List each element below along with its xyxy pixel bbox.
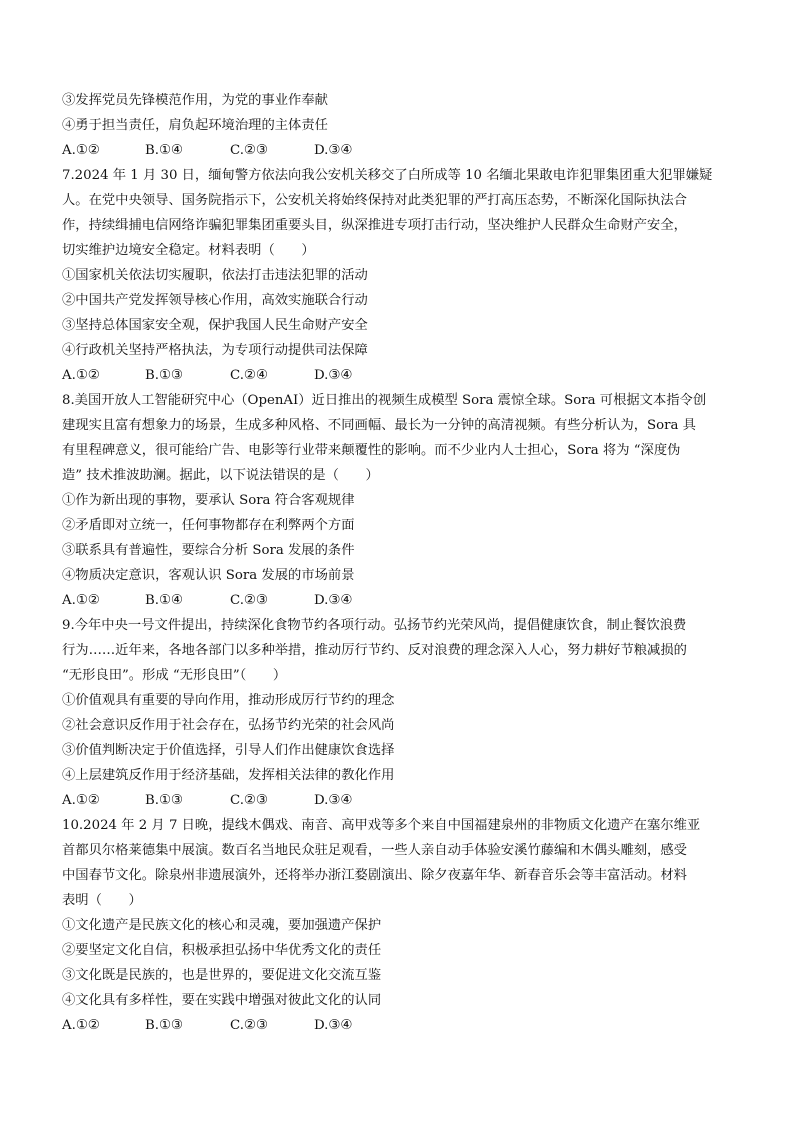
q8-options — [62, 591, 732, 613]
option-c: C.②③ — [230, 593, 268, 608]
option-b: B.①③ — [145, 1018, 183, 1033]
option-d: D.③④ — [314, 143, 353, 158]
prev-question-item-4: ④勇于担当责任，肩负起环境治理的主体责任 — [62, 118, 328, 133]
q7-item-3: ③坚持总体国家安全观，保护我国人民生命财产安全 — [62, 318, 368, 333]
option-c: C.②③ — [230, 793, 268, 808]
q10-stem-line-3: 中国春节文化。除泉州非遗展演外，还将举办浙江婺剧演出、除夕夜嘉年华、新春音乐会等丰富活动。材料 — [62, 868, 687, 883]
option-a: A.①② — [62, 368, 100, 383]
option-b: B.①③ — [145, 793, 183, 808]
q7-stem-line-4: 切实维护边境安全稳定。材料表明（ ） — [62, 243, 315, 258]
q8-item-4: ④物质决定意识，客观认识 Sora 发展的市场前景 — [62, 568, 355, 583]
q7-item-4: ④行政机关坚持严格执法，为专项行动提供司法保障 — [62, 343, 368, 358]
q9-stem-line-3: “无形良田”。形成 “无形良田”（ ） — [62, 668, 287, 683]
q10-stem-line-2: 首都贝尔格莱德集中展演。数百名当地民众驻足观看，一些人亲自动手体验安溪竹藤编和木偶头雕刻，感受 — [62, 843, 687, 858]
q9-item-3: ③价值判断决定于价值选择，引导人们作出健康饮食选择 — [62, 743, 395, 758]
q9-options — [62, 791, 732, 813]
option-c: C.②③ — [230, 1018, 268, 1033]
option-d: D.③④ — [314, 368, 353, 383]
q7-item-1: ①国家机关依法切实履职，依法打击违法犯罪的活动 — [62, 268, 368, 283]
q8-item-1: ①作为新出现的事物，要承认 Sora 符合客观规律 — [62, 493, 355, 508]
option-c: C.②③ — [230, 143, 268, 158]
q10-item-1: ①文化遗产是民族文化的核心和灵魂，要加强遗产保护 — [62, 918, 382, 933]
q9-item-4: ④上层建筑反作用于经济基础，发挥相关法律的教化作用 — [62, 768, 395, 783]
prev-question-options — [62, 141, 732, 163]
q7-options — [62, 366, 732, 388]
q10-stem-line-4: 表明（ ） — [62, 893, 142, 908]
q8-stem-line-2: 建现实且富有想象力的场景，生成多种风格、不同画幅、最长为一分钟的高清视频。有些分析认为，Sora 具 — [62, 418, 696, 433]
q8-stem-line-4: 造” 技术推波助澜。据此，以下说法错误的是（ ） — [62, 468, 379, 483]
q8-stem-line-1: 8.美国开放人工智能研究中心（OpenAI）近日推出的视频生成模型 Sora 震惊全球。Sora 可根据文本指令创 — [62, 393, 707, 408]
option-a: A.①② — [62, 593, 100, 608]
q8-item-2: ②矛盾即对立统一，任何事物都存在利弊两个方面 — [62, 518, 355, 533]
q7-stem-line-3: 作，持续缉捕电信网络诈骗犯罪集团重要头目，纵深推进专项打击行动，坚决维护人民群众生命财产安全， — [62, 218, 687, 233]
q10-stem-line-1: 10.2024 年 2 月 7 日晚，提线木偶戏、南音、高甲戏等多个来自中国福建泉州的非物质文化遗产在塞尔维亚 — [62, 818, 701, 833]
q10-item-4: ④文化具有多样性，要在实践中增强对彼此文化的认同 — [62, 993, 382, 1008]
option-b: B.①③ — [145, 368, 183, 383]
option-a: A.①② — [62, 1018, 100, 1033]
q9-stem-line-1: 9.今年中央一号文件提出，持续深化食物节约各项行动。弘扬节约光荣风尚，提倡健康饮食，制止餐饮浪费 — [62, 618, 687, 633]
option-b: B.①④ — [145, 593, 183, 608]
q9-item-2: ②社会意识反作用于社会存在，弘扬节约光荣的社会风尚 — [62, 718, 395, 733]
q10-item-3: ③文化既是民族的，也是世界的，要促进文化交流互鉴 — [62, 968, 382, 983]
prev-question-item-3: ③发挥党员先锋模范作用，为党的事业作奉献 — [62, 93, 328, 108]
option-a: A.①② — [62, 793, 100, 808]
option-b: B.①④ — [145, 143, 183, 158]
option-d: D.③④ — [314, 793, 353, 808]
option-a: A.①② — [62, 143, 100, 158]
q9-item-1: ①价值观具有重要的导向作用，推动形成厉行节约的理念 — [62, 693, 395, 708]
option-d: D.③④ — [314, 1018, 353, 1033]
q7-stem-line-2: 人。在党中央领导、国务院指示下，公安机关将始终保持对此类犯罪的严打高压态势，不断深化国际执法合 — [62, 193, 687, 208]
option-c: C.②④ — [230, 368, 268, 383]
q10-item-2: ②要坚定文化自信，积极承担弘扬中华优秀文化的责任 — [62, 943, 382, 958]
q8-stem-line-3: 有里程碑意义，很可能给广告、电影等行业带来颠覆性的影响。而不少业内人士担心，Sora 将为 “深度伪 — [62, 443, 681, 458]
q7-item-2: ②中国共产党发挥领导核心作用，高效实施联合行动 — [62, 293, 368, 308]
q10-options — [62, 1016, 732, 1038]
q7-stem-line-1: 7.2024 年 1 月 30 日，缅甸警方依法向我公安机关移交了白所成等 10 名缅北果敢电诈犯罪集团重大犯罪嫌疑 — [62, 168, 713, 183]
q8-item-3: ③联系具有普遍性，要综合分析 Sora 发展的条件 — [62, 543, 355, 558]
option-d: D.③④ — [314, 593, 353, 608]
q9-stem-line-2: 行为……近年来，各地各部门以多种举措，推动厉行节约、反对浪费的理念深入人心，努力耕好节粮减损的 — [62, 643, 687, 658]
